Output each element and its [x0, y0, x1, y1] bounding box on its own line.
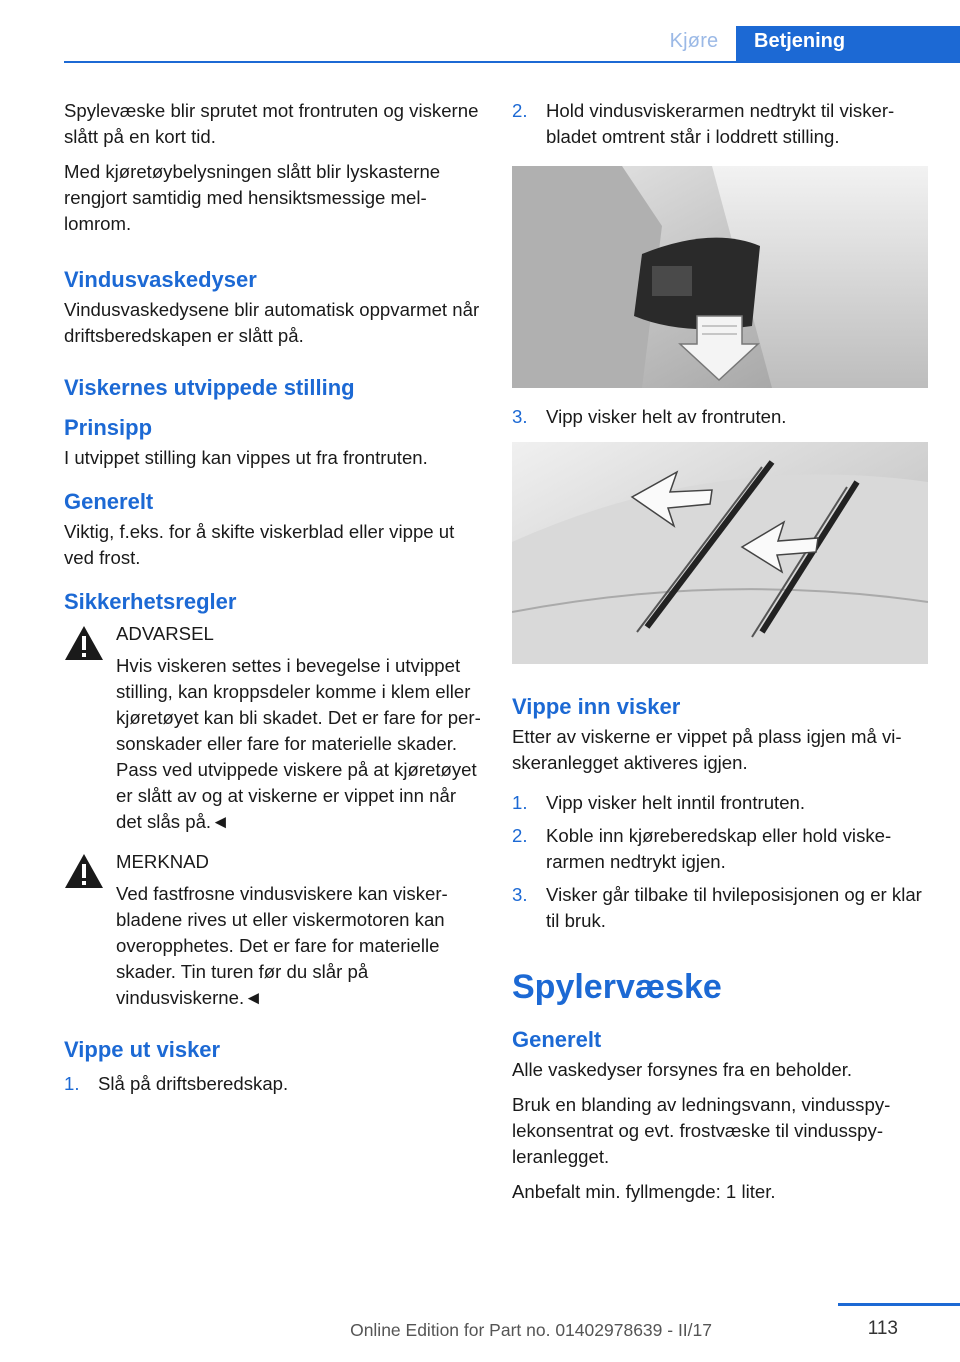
step-text: Visker går tilbake til hvileposisjonen og er klar til bruk.	[546, 884, 922, 931]
vippe-inn-steps	[512, 790, 930, 934]
tab-kjore[interactable]: Kjøre	[669, 30, 719, 52]
step-text: Vipp visker helt inntil frontruten.	[546, 792, 806, 813]
heading-vindusvaskedyser: Vindusvaskedyser	[64, 267, 257, 292]
right-column	[512, 98, 930, 1214]
heading-vippe-ut: Vippe ut visker	[64, 1037, 221, 1062]
warning-text: Hvis viskeren settes i bevegelse i utvippet stilling, kan kroppsdeler komme i klem eller kjøretøyet kan bli skadet. Det er fare for personskader eller fare for materielle skader. Pass ved utvippede viskere på at kjøretøyet er slått av og at viskerne er vippet inn når det slås på.◄	[116, 655, 481, 832]
list-item	[512, 882, 930, 934]
list-item	[512, 98, 930, 150]
heading-vippe-inn: Vippe inn visker	[512, 694, 681, 719]
header-rule	[64, 61, 960, 63]
list-item	[512, 790, 930, 816]
list-item	[512, 823, 930, 875]
figure-wiper-arm-pressed	[512, 166, 928, 388]
paragraph-generelt-2: Bruk en blanding av ledningsvann, vindusspylekonsentrat og evt. frostvæske til vindusspyleranlegget.	[512, 1094, 891, 1167]
left-column	[64, 98, 484, 1109]
note-text: Ved fastfrosne vindusviskere kan viskerbladene rives ut eller viskermotoren kan overopphetes. Det er fare for materielle skader. Tin turen før du slår på vindusviskerne.◄	[116, 883, 448, 1008]
paragraph-generelt-1: Alle vaskedyser forsynes fra en beholder.	[512, 1059, 853, 1080]
step-number: 2.	[512, 825, 528, 846]
list-item	[512, 404, 930, 430]
footer-edition: Online Edition for Part no. 01402978639 - II/17	[350, 1320, 712, 1340]
paragraph-generelt-3: Anbefalt min. fyllmengde: 1 liter.	[512, 1181, 776, 1202]
heading-viskernes-stilling: Viskernes utvippede stilling	[64, 375, 355, 400]
heading-generelt: Generelt	[64, 489, 154, 514]
warning-block	[64, 621, 484, 835]
step-text: Koble inn kjøreberedskap eller hold viskerarmen nedtrykt igjen.	[546, 825, 892, 872]
paragraph-generelt: Viktig, f.eks. for å skifte viskerblad eller vippe ut ved frost.	[64, 521, 455, 568]
wiper-folded-illustration	[512, 442, 928, 664]
footer-rule	[838, 1303, 960, 1306]
step-number: 3.	[512, 406, 528, 427]
vippe-ut-steps	[64, 1071, 484, 1097]
tab-betjening[interactable]: Betjening	[736, 26, 960, 63]
note-label: MERKNAD	[116, 851, 209, 872]
paragraph-vippe-inn: Etter av viskerne er vippet på plass igjen må viskeranlegget aktiveres igjen.	[512, 726, 902, 773]
wiper-arm-illustration	[512, 166, 928, 388]
heading-prinsipp: Prinsipp	[64, 415, 153, 440]
warning-label: ADVARSEL	[116, 623, 214, 644]
header-nav	[0, 26, 960, 62]
intro-paragraph-1: Spylevæske blir sprutet mot frontruten og viskerne slått på en kort tid.	[64, 100, 479, 147]
list-item	[64, 1071, 484, 1097]
step-text: Hold vindusviskerarmen nedtrykt til viskerbladet omtrent står i loddrett stilling.	[546, 100, 895, 147]
step-text: Vipp visker helt av frontruten.	[546, 406, 787, 427]
paragraph-prinsipp: I utvippet stilling kan vippes ut fra frontruten.	[64, 447, 428, 468]
page-number: 113	[867, 1318, 898, 1339]
heading-spylervaeske: Spylervæske	[512, 968, 722, 1006]
step-number: 3.	[512, 884, 528, 905]
vippe-ut-steps-cont-2	[512, 404, 930, 430]
note-block	[64, 849, 484, 1011]
step-number: 1.	[512, 792, 528, 813]
heading-generelt-right: Generelt	[512, 1027, 602, 1052]
step-number: 2.	[512, 100, 528, 121]
paragraph-vindusvaskedyser: Vindusvaskedysene blir automatisk oppvarmet når driftsberedskapen er slått på.	[64, 299, 480, 346]
heading-sikkerhetsregler: Sikkerhetsregler	[64, 589, 237, 614]
vippe-ut-steps-cont	[512, 98, 930, 150]
warning-triangle-icon	[64, 853, 104, 889]
warning-triangle-icon	[64, 625, 104, 661]
intro-paragraph-2: Med kjøretøybelysningen slått blir lyskasterne rengjort samtidig med hensiktsmessige mellomrom.	[64, 161, 441, 234]
step-number: 1.	[64, 1073, 80, 1094]
step-text: Slå på driftsberedskap.	[98, 1073, 289, 1094]
figure-wiper-folded-out	[512, 442, 928, 664]
